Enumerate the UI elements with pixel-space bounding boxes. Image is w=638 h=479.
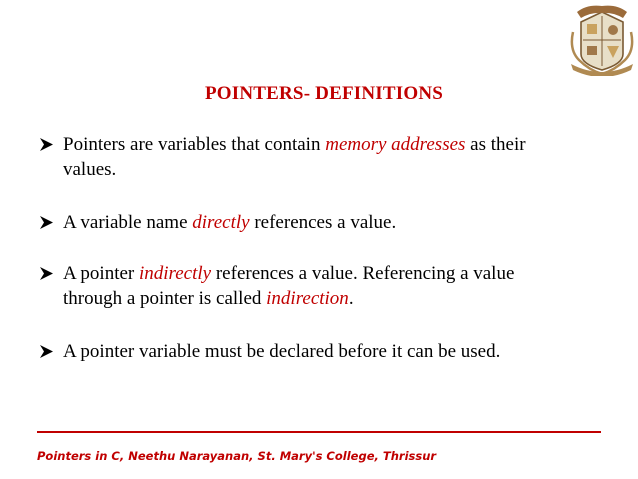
bullet-text: A pointer variable must be declared before it can be used.	[63, 341, 501, 362]
arrow-bullet-icon	[38, 210, 56, 235]
footer-credit: Pointers in C, Neethu Narayanan, St. Mary's College, Thrissur	[37, 449, 437, 463]
bullet-item	[38, 339, 500, 364]
bullet-text: Pointers are variables that contain memory addresses as their values.	[63, 134, 526, 180]
bullet-text: A pointer indirectly references a value. Referencing a value through a pointer is called indirection.	[63, 263, 515, 309]
arrow-bullet-icon	[38, 339, 56, 364]
footer-divider	[37, 431, 601, 433]
emphasis-text: directly	[192, 212, 250, 233]
emphasis-text: indirection	[266, 288, 349, 309]
bullet-text: A variable name directly references a value.	[63, 212, 397, 233]
bullet-item	[38, 132, 526, 182]
bullet-item	[38, 210, 396, 235]
emphasis-text: memory addresses	[325, 134, 466, 155]
arrow-bullet-icon	[38, 261, 56, 286]
emphasis-text: indirectly	[139, 263, 212, 284]
slide-title: POINTERS- DEFINITIONS	[204, 83, 444, 104]
arrow-bullet-icon	[38, 132, 56, 157]
bullet-item	[38, 261, 514, 311]
college-crest-logo	[567, 2, 637, 76]
